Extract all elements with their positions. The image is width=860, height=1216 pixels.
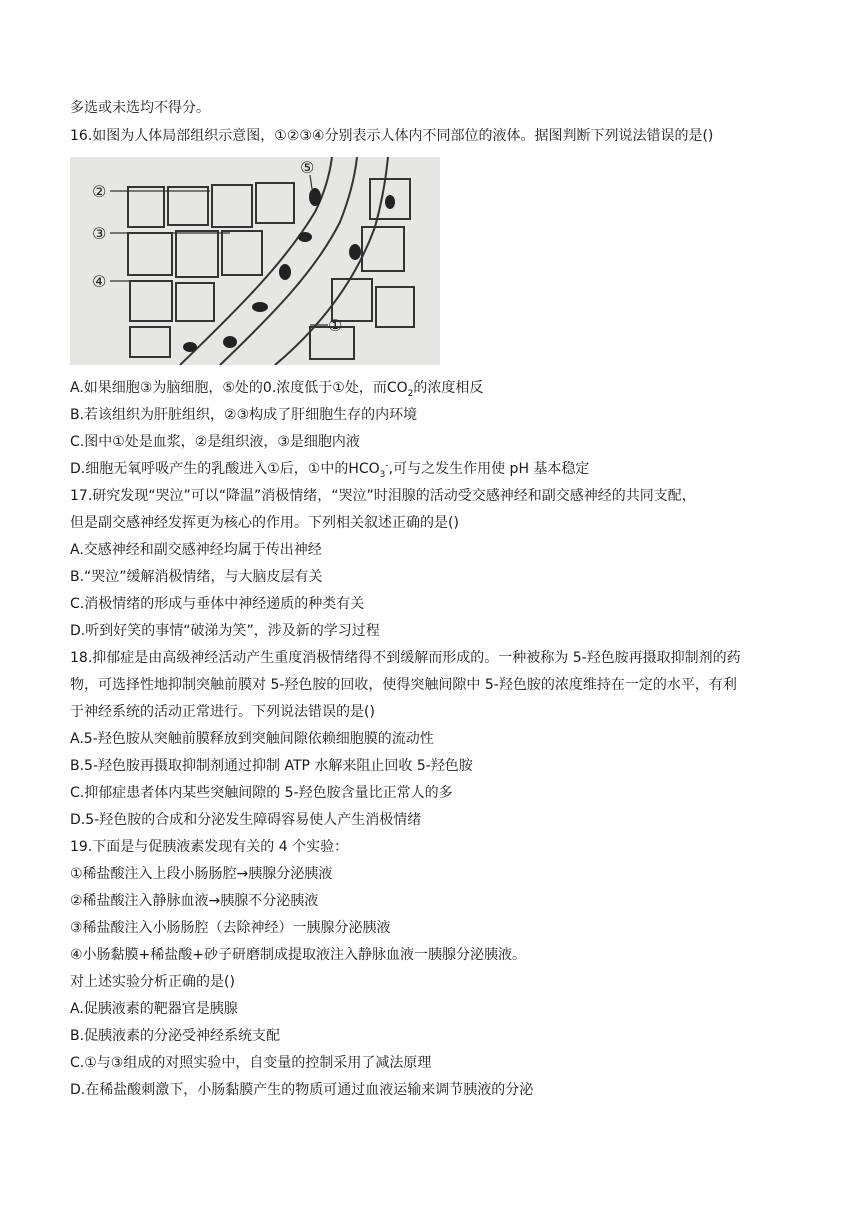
blood-cell bbox=[298, 232, 312, 242]
q18-stem-line-1: 18.抑郁症是由高级神经活动产生重度消极情绪得不到缓解而形成的。一种被称为 5-羟色胺再摄取抑制剂的药 bbox=[70, 650, 741, 666]
q19-experiment-3: ③稀盐酸注入小肠肠腔（去除神经）一胰腺分泌胰液 bbox=[70, 920, 391, 936]
figure-label-3: ③ bbox=[92, 224, 107, 243]
q19-option-b: B.促胰液素的分泌受神经系统支配 bbox=[70, 1028, 281, 1044]
figure-label-5: ⑤ bbox=[300, 158, 315, 177]
tissue-cell bbox=[332, 279, 372, 321]
q16-option-c: C.图中①处是血浆，②是组织液，③是细胞内液 bbox=[70, 434, 360, 450]
figure-label-1: ① bbox=[328, 316, 343, 335]
tissue-cell bbox=[176, 231, 218, 277]
q17-option-c: C.消极情绪的形成与垂体中神经递质的种类有关 bbox=[70, 596, 365, 612]
blood-cell bbox=[349, 244, 361, 260]
tissue-cell bbox=[176, 283, 214, 321]
tissue-cell bbox=[130, 281, 172, 321]
figure-label-4: ④ bbox=[92, 272, 107, 291]
q19-experiment-2: ②稀盐酸注入静脉血液→胰腺不分泌胰液 bbox=[70, 893, 319, 909]
blood-cell bbox=[183, 342, 197, 352]
tissue-cell bbox=[256, 183, 294, 223]
tissue-diagram bbox=[70, 157, 440, 365]
q18-stem-line-2: 物，可选择性地抑制突触前膜对 5-羟色胺的回收，使得突触间隙中 5-羟色胺的浓度维持在一定的水平，有利 bbox=[70, 677, 737, 693]
blood-cell bbox=[223, 336, 237, 348]
q19-option-a: A.促胰液素的靶器官是胰腺 bbox=[70, 1001, 238, 1017]
intro-text: 多选或未选均不得分。 bbox=[70, 100, 210, 116]
label-pointer-5 bbox=[310, 175, 312, 189]
q19-stem: 19.下面是与促胰液素发现有关的 4 个实验： bbox=[70, 839, 349, 855]
q16-option-d: D.细胞无氧呼吸产生的乳酸进入①后，①中的$HCO_3^-$,可与之发生作用使 pH 基本稳定 bbox=[70, 460, 590, 480]
tissue-cell bbox=[222, 231, 262, 275]
tissue-cell bbox=[128, 187, 164, 227]
tissue-cell bbox=[130, 327, 170, 357]
tissue-cell bbox=[168, 187, 208, 225]
q17-stem-line-2: 但是副交感神经发挥更为核心的作用。下列相关叙述正确的是() bbox=[70, 515, 459, 531]
q17-option-b: B.“哭泣”缓解消极情绪，与大脑皮层有关 bbox=[70, 569, 323, 585]
tissue-cell bbox=[128, 233, 172, 275]
blood-cell bbox=[279, 264, 291, 280]
q19-question: 对上述实验分析正确的是() bbox=[70, 974, 235, 990]
q16-option-a: A.如果细胞③为脑细胞，⑤处的0.浓度低于①处，而$CO_2$的浓度相反 bbox=[70, 380, 484, 399]
q19-experiment-4: ④小肠黏膜+稀盐酸+砂子研磨制成提取液注入静脉血液一胰腺分泌胰液。 bbox=[70, 947, 527, 963]
q16-stem: 16.如图为人体局部组织示意图，①②③④分别表示人体内不同部位的液体。据图判断下列说法错误的是() bbox=[70, 128, 714, 144]
q18-option-c: C.抑郁症患者体内某些突触间隙的 5-羟色胺含量比正常人的多 bbox=[70, 785, 453, 801]
q17-stem-line-1: 17.研究发现“哭泣”可以“降温”消极情绪，“哭泣”时泪腺的活动受交感神经和副交感神经的共同支配， bbox=[70, 488, 696, 504]
tissue-cell bbox=[362, 227, 404, 271]
q17-option-d: D.听到好笑的事情“破涕为笑”，涉及新的学习过程 bbox=[70, 623, 380, 639]
q16-option-b: B.若该组织为肝脏组织，②③构成了肝细胞生存的内环境 bbox=[70, 407, 418, 423]
tissue-cell bbox=[212, 185, 252, 227]
nucleus bbox=[385, 195, 395, 209]
q17-option-a: A.交感神经和副交感神经均属于传出神经 bbox=[70, 542, 322, 558]
blood-cell bbox=[309, 188, 321, 206]
q18-option-a: A.5-羟色胺从突触前膜释放到突触间隙依赖细胞膜的流动性 bbox=[70, 731, 434, 747]
q19-option-c: C.①与③组成的对照实验中，自变量的控制采用了减法原理 bbox=[70, 1055, 432, 1071]
q18-option-d: D.5-羟色胺的合成和分泌发生障碍容易使人产生消极情绪 bbox=[70, 812, 422, 828]
q19-experiment-1: ①稀盐酸注入上段小肠肠腔→胰腺分泌胰液 bbox=[70, 866, 333, 882]
figure-label-2: ② bbox=[92, 182, 107, 201]
blood-cell bbox=[252, 302, 268, 312]
tissue-cell bbox=[376, 287, 414, 327]
q18-stem-line-3: 于神经系统的活动正常进行。下列说法错误的是() bbox=[70, 704, 375, 720]
q19-option-d: D.在稀盐酸刺激下，小肠黏膜产生的物质可通过血液运输来调节胰液的分泌 bbox=[70, 1082, 534, 1098]
q18-option-b: B.5-羟色胺再摄取抑制剂通过抑制 ATP 水解来阻止回收 5-羟色胺 bbox=[70, 758, 473, 774]
tissue-diagram-svg bbox=[70, 157, 440, 365]
